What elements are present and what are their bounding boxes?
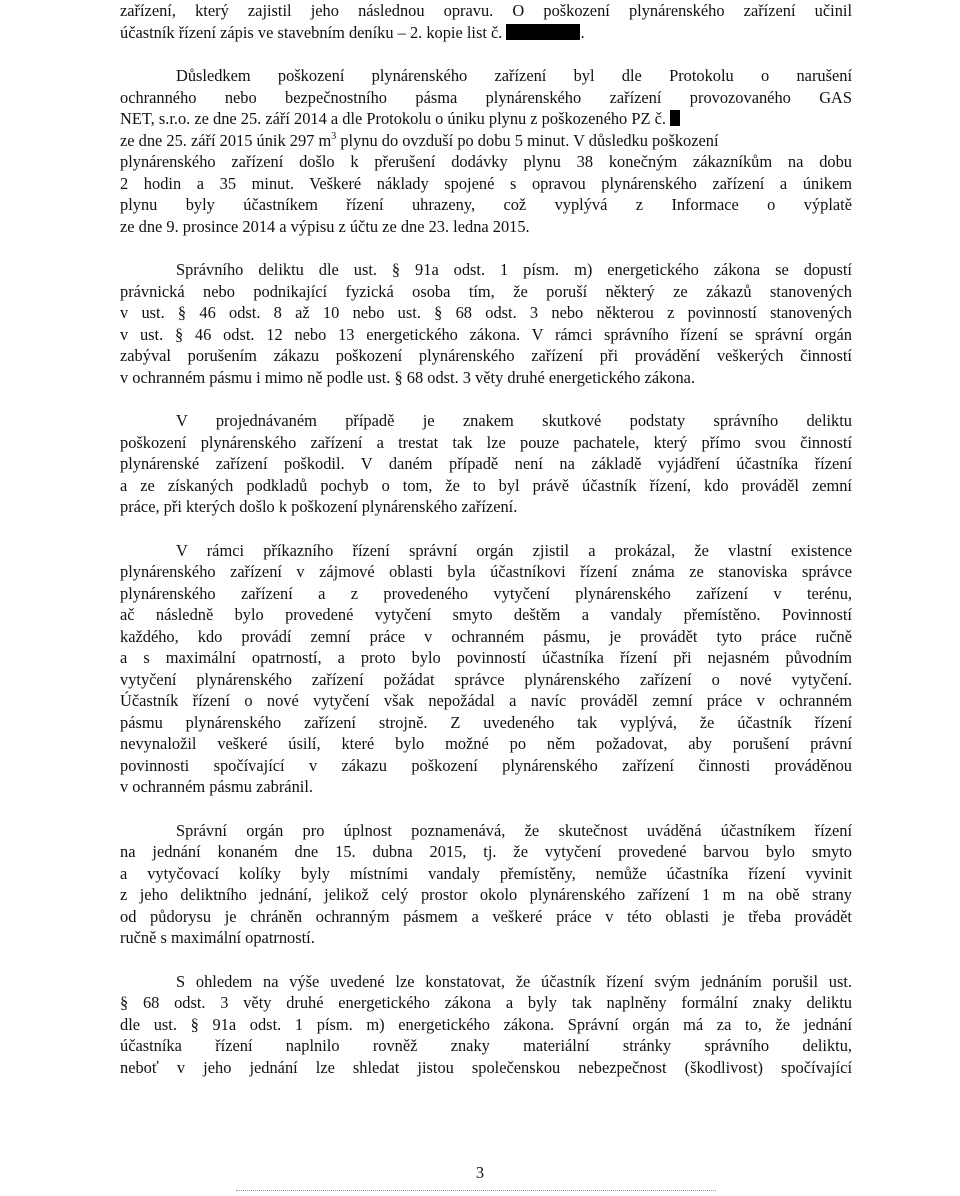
text-line: NET, s.r.o. ze dne 25. září 2014 a dle Protokolu o úniku plynu z poškozeného PZ č.	[120, 108, 852, 130]
text-line: 2 hodin a 35 minut. Veškeré náklady spojené s opravou plynárenského zařízení a únikem	[120, 173, 852, 193]
text-line: S ohledem na výše uvedené lze konstatovat, že účastník řízení svým jednáním porušil ust.	[176, 971, 852, 991]
text-line: V projednávaném případě je znakem skutkové podstaty správního deliktu	[176, 411, 852, 430]
text-line: Důsledkem poškození plynárenského zařízení byl dle Protokolu o narušení	[176, 66, 852, 85]
text-line: v ust. § 46 odst. 8 až 10 nebo ust. § 68 odst. 3 nebo některou z povinností stanovených	[120, 303, 852, 322]
text-line: Správní orgán pro úplnost poznamenává, že skutečnost uváděná účastníkem řízení	[176, 820, 852, 840]
text-line: plynárenského zařízení v zájmové oblasti byla účastníkovi řízení známa ze stanoviska správce	[120, 562, 852, 581]
footer-divider	[236, 1190, 716, 1192]
text-line: v ochranném pásmu zabránil.	[120, 777, 313, 796]
text-line: neboť v jeho jednání lze shledat jistou společenskou nebezpečnost (škodlivost) spočívající	[120, 1057, 852, 1077]
text-line: každého, kdo provádí zemní práce v ochranném pásmu, je provádět tyto práce ručně	[120, 626, 852, 646]
text-line: § 68 odst. 3 věty druhé energetického zákona a byly tak naplněny formální znaky deliktu	[120, 993, 852, 1012]
text-line: ač následně bylo provedené vytyčení smyto deštěm a vandaly přemístěno. Povinností	[120, 605, 852, 624]
text-line: účastníka řízení naplnilo rovněž znaky materiální stránky správního deliktu,	[120, 1036, 852, 1055]
redaction-block	[670, 110, 680, 126]
text-line: od půdorysu je chráněn ochranným pásmem a veškeré práce v této oblasti je třeba provádět	[120, 906, 852, 926]
text-line: dle ust. § 91a odst. 1 písm. m) energetického zákona. Správní orgán má za to, že jednání	[120, 1014, 852, 1034]
text-line: z jeho deliktního jednání, jelikož celý prostor okolo plynárenského zařízení 1 m na obě strany	[120, 885, 852, 904]
text-line: plynárenského zařízení došlo k přerušení dodávky plynu 38 konečným zákazníkům na dobu	[120, 152, 852, 171]
text-line: ochranného nebo bezpečnostního pásma plynárenského zařízení provozovaného GAS	[120, 87, 852, 107]
text-line: plynu byly účastníkem řízení uhrazeny, což vyplývá z Informace o výplatě	[120, 195, 852, 214]
text-line: zařízení, který zajistil jeho následnou opravu. O poškození plynárenského zařízení učinil	[120, 1, 852, 20]
document-body	[120, 0, 852, 1078]
text-line: vytyčení plynárenského zařízení požádat správce plynárenského zařízení o nové vytyčení.	[120, 669, 852, 689]
text-line: nevynaložil veškeré úsilí, které bylo možné po něm požadovat, aby porušení právní	[120, 734, 852, 753]
text-line: na jednání konaném dne 15. dubna 2015, tj. že vytyčení provedené barvou bylo smyto	[120, 842, 852, 861]
text-line: účastník řízení zápis ve stavebním deníku – 2. kopie list č. .	[120, 22, 585, 42]
text-line: v ochranném pásmu i mimo ně podle ust. § 68 odst. 3 věty druhé energetického zákona.	[120, 367, 696, 387]
text-line: poškození plynárenského zařízení a trestat tak lze pouze pachatele, který přímo svou činností	[120, 432, 852, 452]
text-line: pásmu plynárenského zařízení strojně. Z uvedeného tak vyplývá, že účastník řízení	[120, 712, 852, 732]
text-line: a vytyčovací kolíky byly místními vandaly přemístěny, nemůže účastníka řízení vyvinit	[120, 863, 852, 883]
text-line: Správního deliktu dle ust. § 91a odst. 1 písm. m) energetického zákona se dopustí	[176, 260, 852, 279]
text-line: právnická nebo podnikající fyzická osoba tím, že poruší některý ze zákazů stanovených	[120, 281, 852, 301]
paragraph-case-assessment	[120, 410, 852, 518]
text-line: ze dne 25. září 2015 únik 297 $m^3$ plynu do ovzduší po dobu 5 minut. V důsledku poškození	[120, 130, 719, 150]
text-line: a ze získaných podkladů pochyb o tom, že to byl právě účastník řízení, kdo prováděl zemní	[120, 475, 852, 495]
paragraph-legal-definition	[120, 259, 852, 388]
text-line: ze dne 9. prosince 2014 a výpisu z účtu ze dne 23. ledna 2015.	[120, 216, 530, 236]
text-line: plynárenské zařízení poškodil. V daném případě není na základě vyjádření účastníka řízení	[120, 454, 852, 473]
paragraph-findings	[120, 540, 852, 798]
text-line: v ust. § 46 odst. 12 nebo 13 energetického zákona. V rámci správního řízení se správní orgán	[120, 324, 852, 344]
text-line: práce, při kterých došlo k poškození plynárenského zařízení.	[120, 497, 518, 516]
page-number: 3	[475, 1163, 485, 1182]
text-line: ručně s maximální opatrností.	[120, 928, 315, 947]
paragraph-damage-consequence	[120, 65, 852, 237]
text-line: povinnosti spočívající v zákazu poškození plynárenského zařízení činnosti prováděnou	[120, 755, 852, 775]
paragraph-conclusion	[120, 971, 852, 1079]
paragraph-note	[120, 820, 852, 949]
text-line: zabýval porušením zákazu poškození plynárenského zařízení při provádění veškerých činností	[120, 346, 852, 365]
text-line: plynárenského zařízení a z provedeného vytyčení plynárenského zařízení v terénu,	[120, 583, 852, 603]
redaction-block	[506, 24, 580, 40]
text-line: Účastník řízení o nové vytyčení však nepožádal a navíc prováděl zemní práce v ochranném	[120, 691, 852, 710]
text-line: V rámci příkazního řízení správní orgán zjistil a prokázal, že vlastní existence	[176, 540, 852, 560]
text-line: a s maximální opatrností, a proto bylo povinností účastníka řízení při nejasném původním	[120, 648, 852, 667]
